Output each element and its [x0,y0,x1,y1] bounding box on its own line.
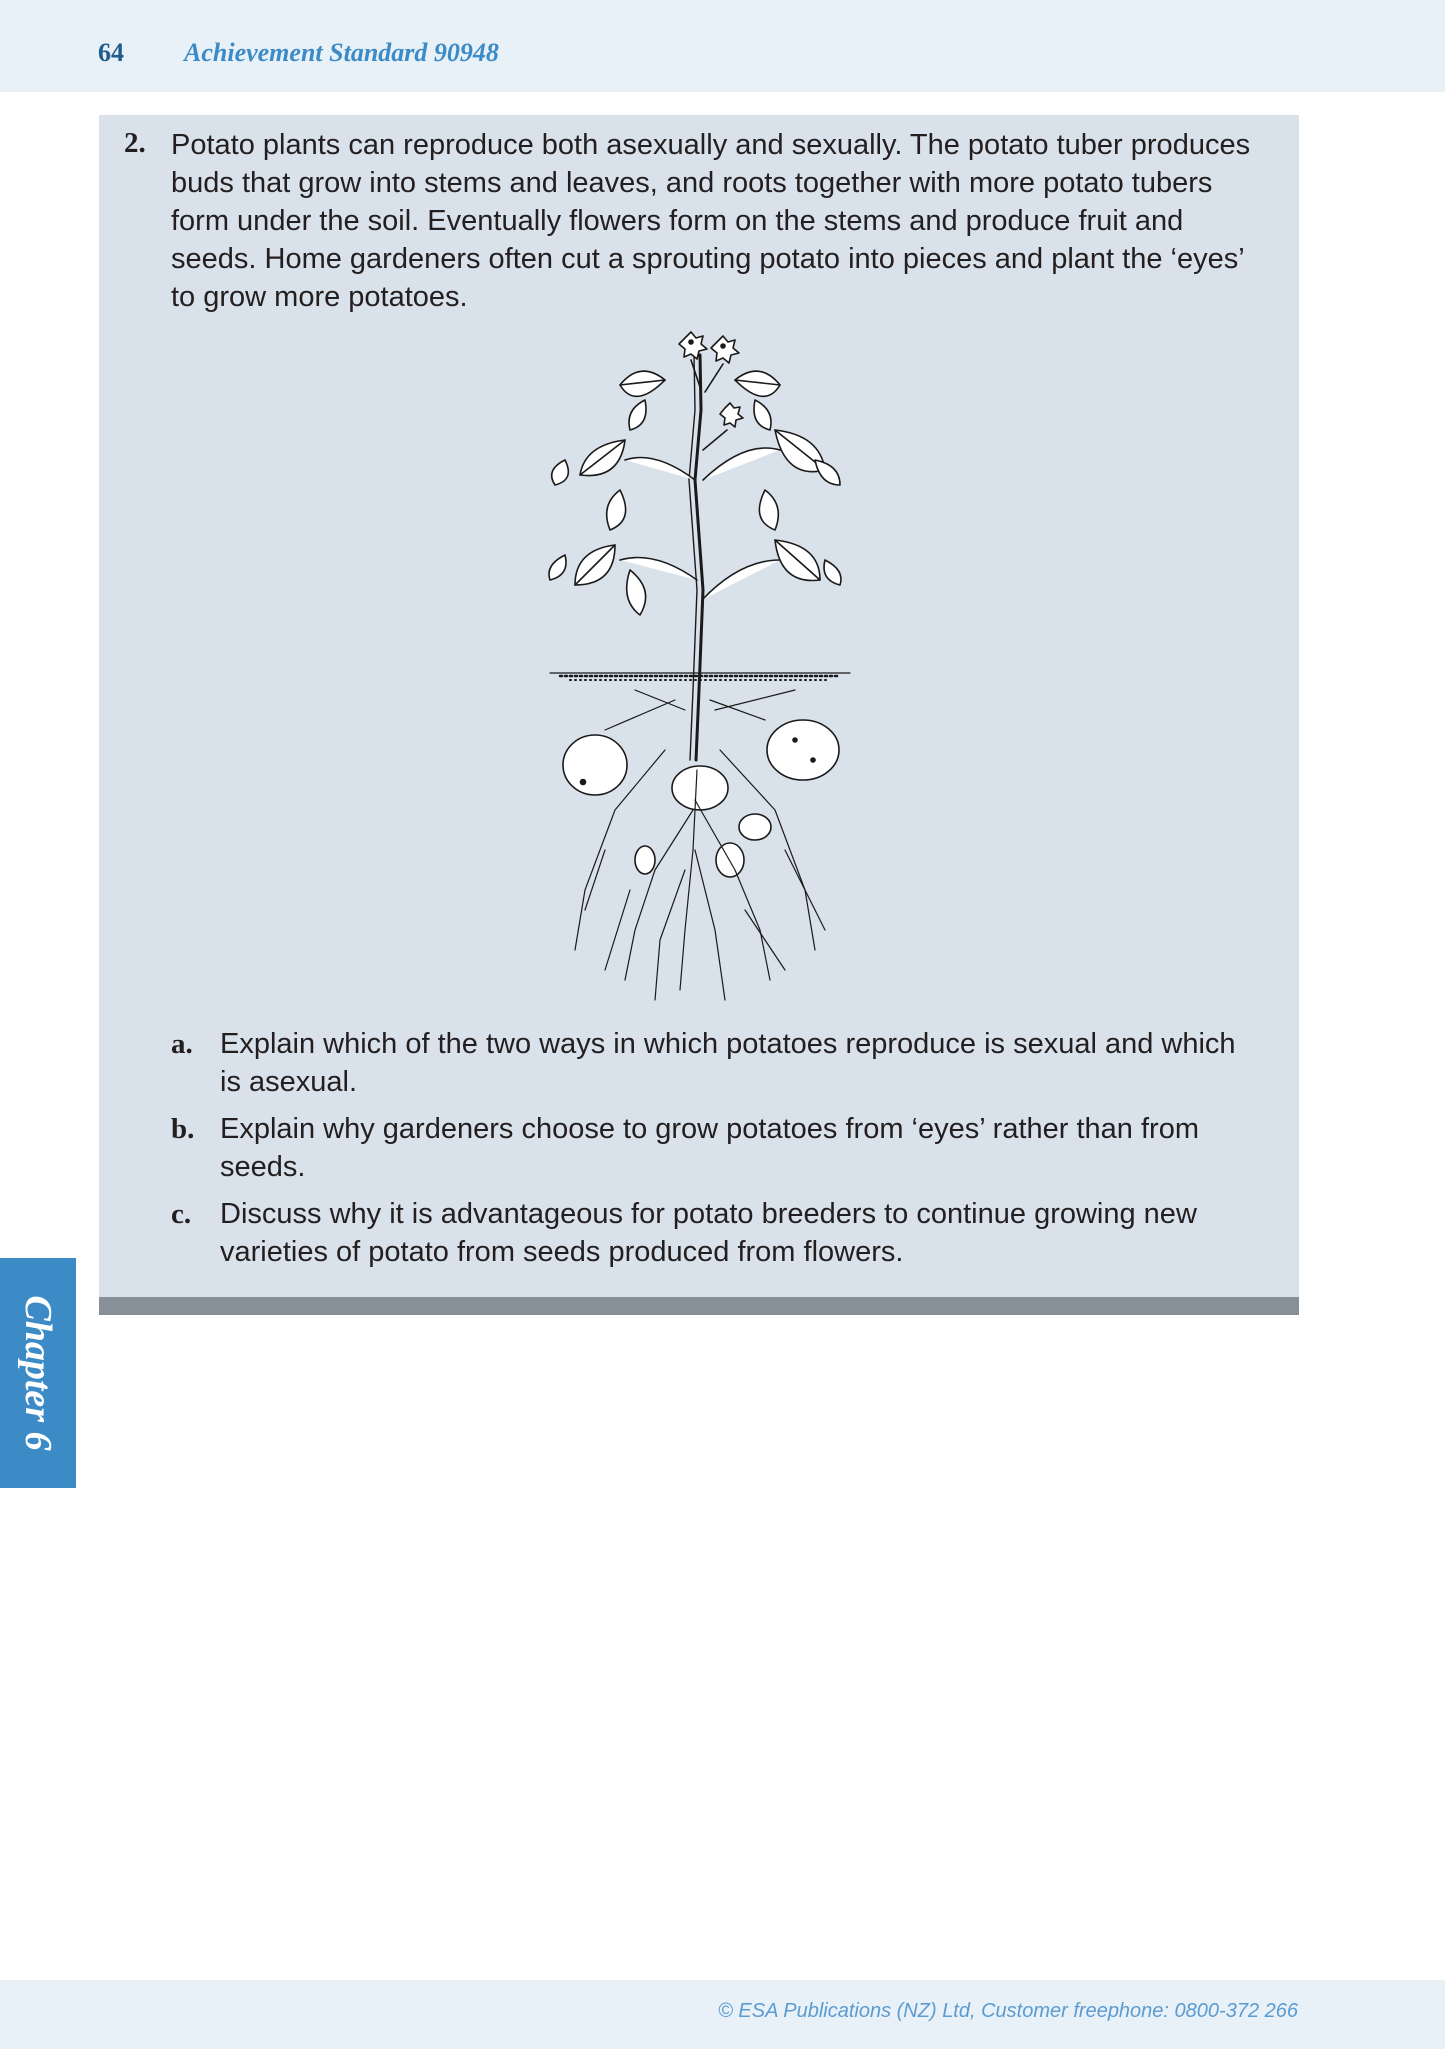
part-text: Explain why gardeners choose to grow potatoes from ‘eyes’ rather than from seeds. [220,1113,1199,1183]
part-letter: c. [171,1198,192,1230]
page-number: 64 [98,38,124,67]
part-letter: b. [171,1113,195,1145]
question-part-c [171,1195,1261,1271]
question-text: Potato plants can reproduce both asexually and sexually. The potato tuber produces buds that grow into stems and leaves, and roots together with more potato tubers form under the soil. Eventually flowers form on the stems and produce fruit and seeds. Home gardeners often cut a sprouting potato into pieces and plant the ‘eyes’ to grow more potatoes. [171,129,1251,313]
part-text: Discuss why it is advantageous for potato breeders to continue growing new varieties of potato from seeds produced from flowers. [220,1198,1197,1268]
chapter-tab-label: Chapter 6 [17,1295,59,1451]
potato-plant-illustration [545,330,855,1010]
question-box-bottom-bar [99,1297,1299,1315]
flower-cluster [679,332,743,450]
part-text: Explain which of the two ways in which potatoes reproduce is sexual and which is asexual. [220,1028,1236,1098]
copyright-footer: © ESA Publications (NZ) Ltd, Customer freephone: 0800-372 266 [718,2000,1298,2022]
question-part-a [171,1025,1261,1101]
part-letter: a. [171,1028,193,1060]
question-part-b [171,1110,1261,1186]
lower-leaves [549,540,841,615]
question-number: 2. [124,127,146,159]
running-title: Achievement Standard 90948 [184,38,499,67]
plant-stem [689,355,703,760]
